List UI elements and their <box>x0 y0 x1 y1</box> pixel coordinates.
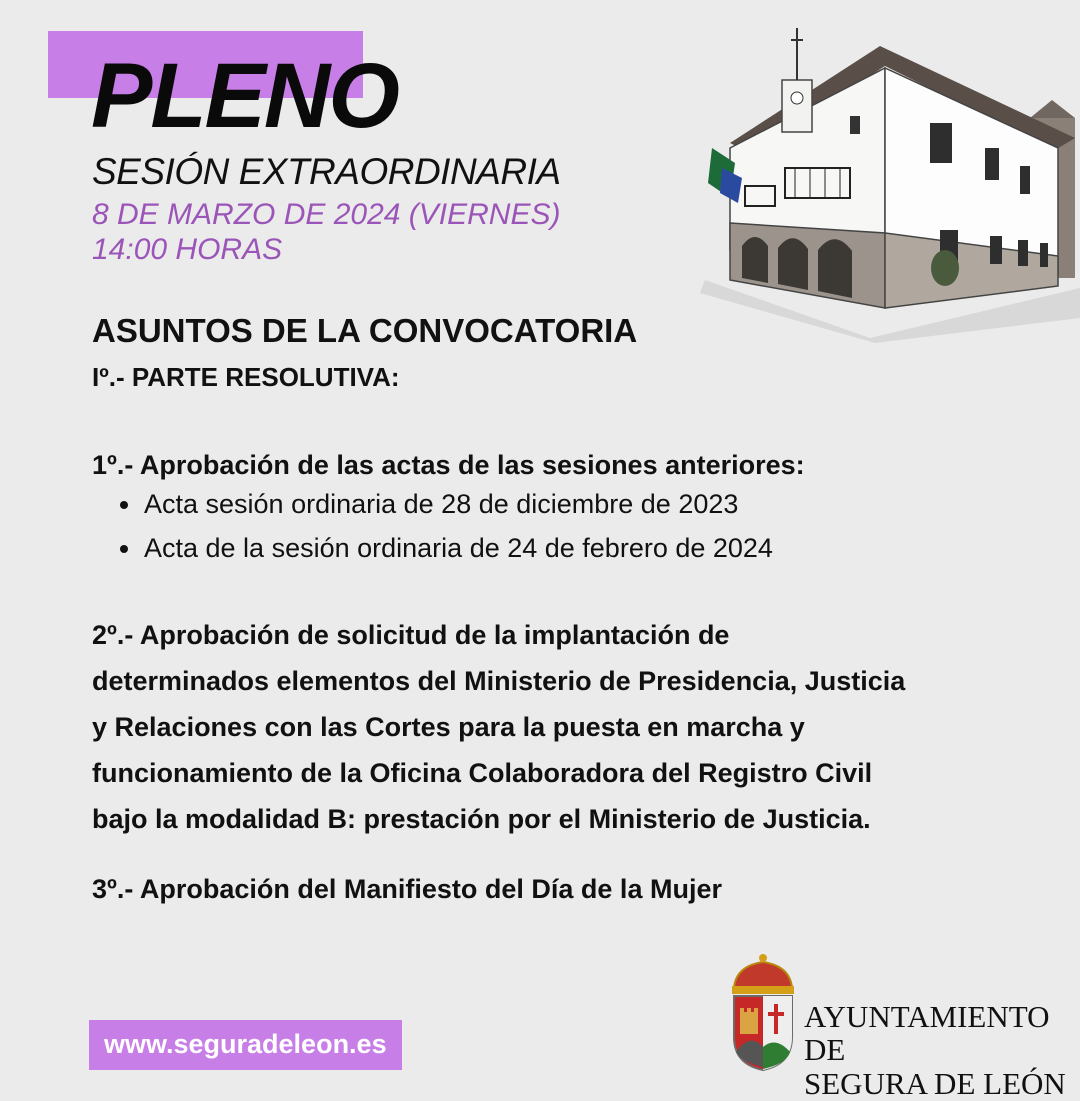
agenda-item-1-bullets <box>112 482 773 570</box>
agenda-item-2-line: y Relaciones con las Cortes para la puesta en marcha y <box>92 712 805 742</box>
agenda-item-1: 1º.- Aprobación de las actas de las sesiones anteriores: <box>92 450 805 480</box>
agenda-item-2 <box>92 612 1052 842</box>
agenda-item-3: 3º.- Aprobación del Manifiesto del Día de la Mujer <box>92 874 722 904</box>
agenda-heading: ASUNTOS DE LA CONVOCATORIA <box>92 312 638 349</box>
session-date: 8 DE MARZO DE 2024 (VIERNES) <box>92 198 561 231</box>
organization-name <box>804 1000 1080 1100</box>
agenda-item-2-line: funcionamiento de la Oficina Colaboradora del Registro Civil <box>92 758 873 788</box>
session-type: SESIÓN EXTRAORDINARIA <box>92 151 561 192</box>
list-item: Acta sesión ordinaria de 28 de diciembre de 2023 <box>112 482 773 526</box>
website-link[interactable]: www.seguradeleon.es <box>89 1020 402 1070</box>
coat-of-arms-icon <box>726 952 800 1072</box>
page-title: PLENO <box>91 45 398 147</box>
session-time: 14:00 HORAS <box>92 233 283 266</box>
agenda-item-2-line: bajo la modalidad B: prestación por el Ministerio de Justicia. <box>92 804 871 834</box>
agenda-part-heading: Iº.- PARTE RESOLUTIVA: <box>92 362 400 392</box>
agenda-item-2-line: determinados elementos del Ministerio de Presidencia, Justicia <box>92 666 906 696</box>
list-item: Acta de la sesión ordinaria de 24 de febrero de 2024 <box>112 526 773 570</box>
organization-name-line-1: AYUNTAMIENTO DE <box>804 999 1050 1068</box>
organization-name-line-2: SEGURA DE LEÓN <box>804 1065 1066 1101</box>
town-hall-illustration <box>700 18 1080 343</box>
agenda-item-2-line: 2º.- Aprobación de solicitud de la implantación de <box>92 620 730 650</box>
